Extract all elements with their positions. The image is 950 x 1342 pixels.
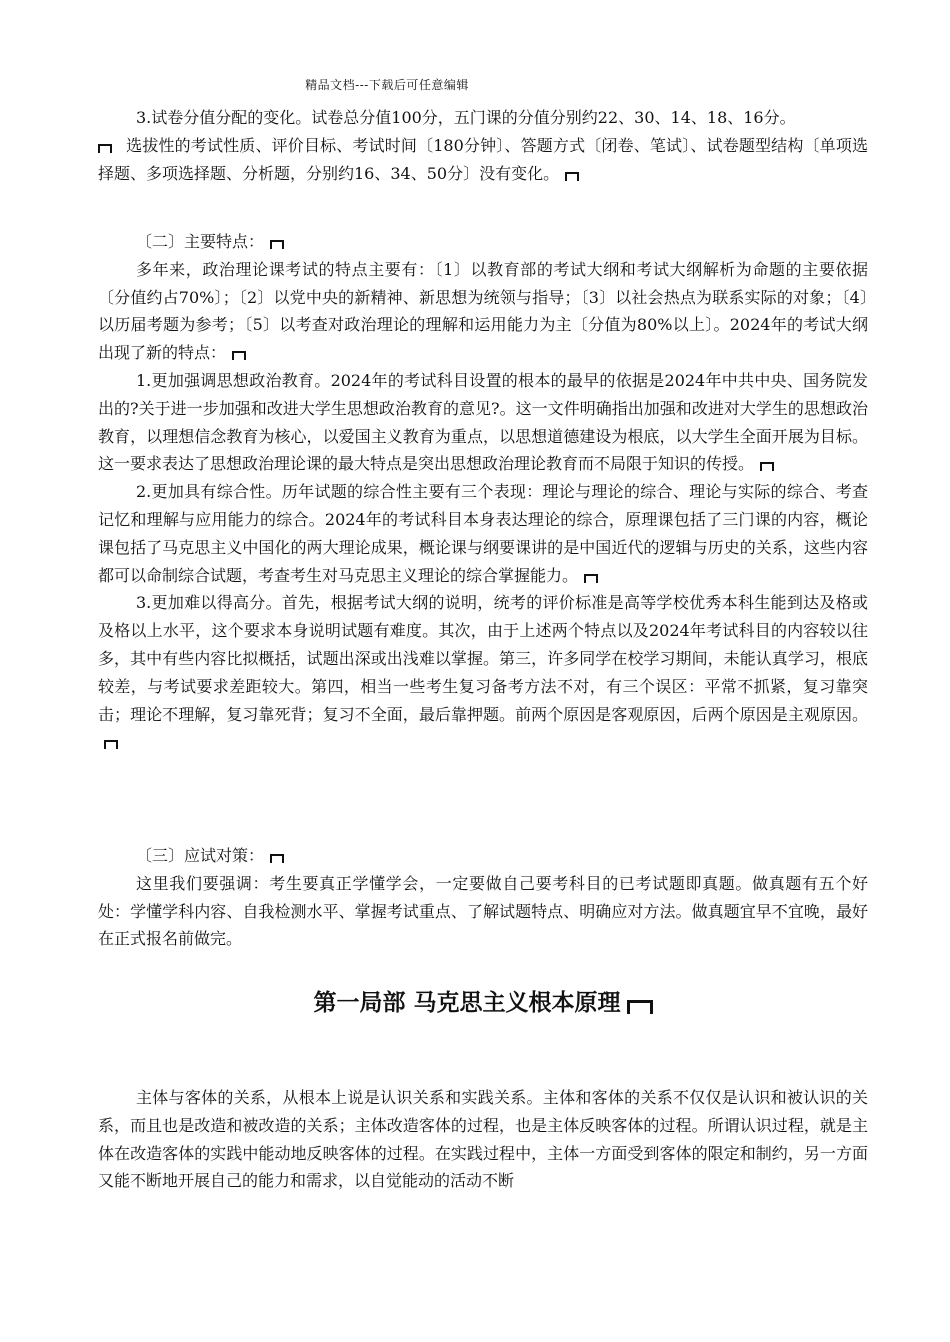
paragraph-mark-icon	[98, 144, 112, 153]
paragraph-mark-icon	[270, 854, 284, 863]
paragraph-mark-icon	[232, 351, 246, 360]
section-4	[98, 1084, 868, 1195]
paragraph: 选拔性的考试性质、评价目标、考试时间〔180分钟〕、答题方式〔闭卷、笔试〕、试卷题型结构〔单项选择题、多项选择题、分析题，分别约16、34、50分〕没有变化。	[98, 135, 868, 183]
section-2	[98, 228, 868, 756]
paragraph-mark-icon	[627, 1000, 653, 1014]
paragraph: 这里我们要强调：考生要真正学懂学会，一定要做自己要考科目的已考试题即真题。做真题有五个好处：学懂学科内容、自我检测水平、掌握考试重点、了解试题特点、明确应对方法。做真题宜早不宜晚，最好在正式报名前做完。	[98, 873, 868, 949]
paragraph: 2.更加具有综合性。历年试题的综合性主要有三个表现：理论与理论的综合、理论与实际的综合、考查记忆和理解与应用能力的综合。2024年的考试科目本身表达理论的综合，原理课包括了三门课的内容，概论课包括了马克思主义中国化的两大理论成果，概论课与纲要课讲的是中国近代的逻辑与历史的关系，这些内容都可以命制综合试题，考查考生对马克思主义理论的综合掌握能力。	[98, 482, 868, 585]
part-title: 第一局部 马克思主义根本原理	[98, 984, 868, 1017]
paragraph-mark-icon	[584, 574, 598, 583]
paragraph-mark-icon	[270, 240, 284, 249]
section-heading: 〔三〕应试对策：	[98, 842, 868, 870]
paragraph-mark-icon	[760, 462, 774, 471]
paragraph-mark-icon	[565, 172, 579, 181]
page-header: 精品文档---下载后可任意编辑	[305, 78, 469, 92]
paragraph-mark-icon	[104, 740, 118, 749]
section-1	[98, 104, 868, 187]
section-heading: 〔二〕主要特点：	[98, 228, 868, 256]
paragraph: 主体与客体的关系，从根本上说是认识关系和实践关系。主体和客体的关系不仅仅是认识和被认识的关系，而且也是改造和被改造的关系；主体改造客体的过程，也是主体反映客体的过程。所谓认识过程，就是主体在改造客体的实践中能动地反映客体的过程。在实践过程中，主体一方面受到客体的限定和制约，另一方面又能不断地开展自己的能力和需求，以自觉能动的活动不断	[98, 1088, 868, 1191]
paragraph: 3.更加难以得高分。首先，根据考试大纲的说明，统考的评价标准是高等学校优秀本科生能到达及格或及格以上水平，这个要求本身说明试题有难度。其次，由于上述两个特点以及2024年考试科目的内容较以往多，其中有些内容比拟概括，试题出深或出浅难以掌握。第三，许多同学在校学习期间，未能认真学习，根底较差，与考试要求差距较大。第四，相当一些考生复习备考方法不对，有三个误区：平常不抓紧，复习靠突击；理论不理解，复习靠死背；复习不全面，最后靠押题。前两个原因是客观原因，后两个原因是主观原因。	[98, 589, 868, 756]
paragraph: 3.试卷分值分配的变化。试卷总分值100分，五门课的分值分别约22、30、14、18、16分。	[136, 108, 796, 127]
section-3	[98, 842, 868, 953]
paragraph: 1.更加强调思想政治教育。2024年的考试科目设置的根本的最早的依据是2024年中共中央、国务院发出的?关于进一步加强和改进大学生思想政治教育的意见?。这一文件明确指出加强和改进对大学生的思想政治教育，以理想信念教育为核心，以爱国主义教育为重点，以思想道德建设为根底，以大学生全面开展为目标。这一要求表达了思想政治理论课的最大特点是突出思想政治理论教育而不局限于知识的传授。	[98, 370, 868, 474]
paragraph: 多年来，政治理论课考试的特点主要有：〔1〕以教育部的考试大纲和考试大纲解析为命题的主要依据〔分值约占70%〕；〔2〕以党中央的新精神、新思想为统领与指导；〔3〕以社会热点为联系实际的对象；〔4〕以历届考题为参考；〔5〕以考查对政治理论的理解和运用能力为主〔分值为80%以上〕。2024年的考试大纲出现了新的特点：	[98, 259, 868, 363]
